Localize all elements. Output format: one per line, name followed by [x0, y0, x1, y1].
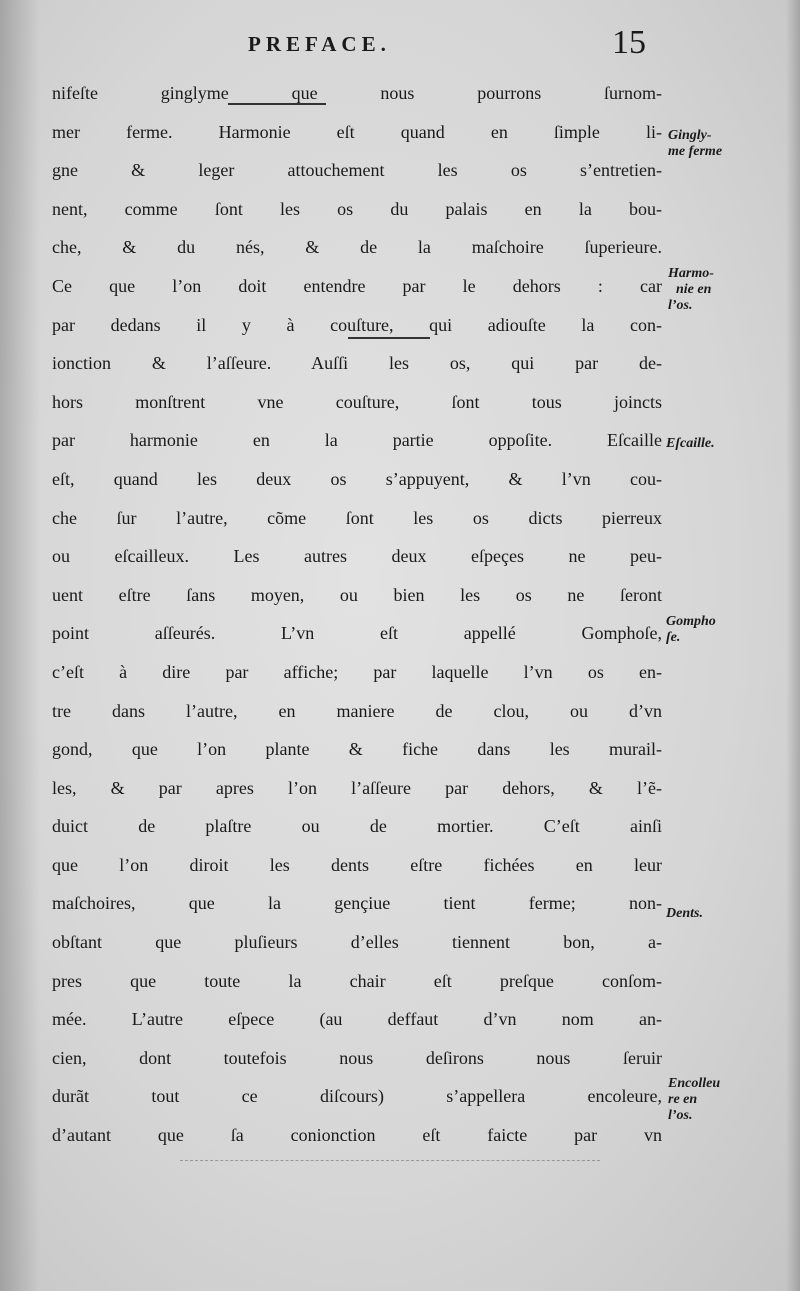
margin-note-harmonie: [668, 266, 714, 314]
text-line: mer ferme. Harmonie eſt quand en ſimple li-: [52, 121, 662, 142]
text-line: eſt, quand les deux os s’appuyent, & l’vn cou-: [52, 468, 662, 489]
text-line: obſtant que pluſieurs d’elles tiennent bon, a-: [52, 932, 662, 953]
text-line: uent eſtre ſans moyen, ou bien les os ne ſeront: [52, 584, 662, 605]
text-line: maſchoires, que la gençiue tient ferme; non-: [52, 893, 662, 914]
margin-note-line: l’os.: [668, 1108, 693, 1123]
text-line: nent, comme ſont les os du palais en la bou-: [52, 198, 662, 219]
text-line: les, & par apres l’on l’aſſeure par dehors, & l’ẽ-: [52, 777, 662, 798]
text-line: ou eſcailleux. Les autres deux eſpeçes ne peu-: [52, 546, 662, 567]
text-line: par dedans il y à couſture, qui adiouſte la con-: [52, 314, 662, 335]
margin-note-dents: [666, 906, 703, 922]
text-line: ionction & l’aſſeure. Auſſi les os, qui par de-: [52, 353, 662, 374]
text-line: c’eſt à dire par affiche; par laquelle l’vn os en-: [52, 661, 662, 682]
margin-note-ginglyme: [668, 128, 722, 160]
text-line: point aſſeurés. L’vn eſt appellé Gomphoſe,: [52, 623, 662, 644]
text-line: che ſur l’autre, cõme ſont les os dicts pierreux: [52, 507, 662, 528]
margin-note-line: ſe.: [666, 630, 681, 645]
margin-note-line: Dents.: [666, 906, 703, 921]
ink-underline: [228, 103, 326, 105]
body-text: [52, 74, 662, 1155]
text-line: nifeſte ginglyme que nous pourrons ſurnom-: [52, 83, 662, 103]
text-line: tre dans l’autre, en maniere de clou, ou d’vn: [52, 700, 662, 721]
text-line: gne & leger attouchement les os s’entretien-: [52, 160, 662, 181]
margin-note-line: Eſcaille.: [666, 436, 715, 451]
text-line: durãt tout ce diſcours) s’appellera encoleure,: [52, 1086, 662, 1107]
text-line: mée. L’autre eſpece (au deffaut d’vn nom an-: [52, 1009, 662, 1030]
margin-note-line: re en: [668, 1092, 698, 1107]
text-line: que l’on diroit les dents eſtre fichées en leur: [52, 854, 662, 875]
margin-note-line: Encolleu: [668, 1076, 721, 1091]
text-line: che, & du nés, & de la maſchoire ſuperieure.: [52, 237, 662, 258]
gutter-shadow: [0, 0, 40, 1291]
margin-note-gomphose: [666, 614, 716, 646]
text-line: pres que toute la chair eſt preſque conſom-: [52, 970, 662, 991]
text-line: duict de plaſtre ou de mortier. C’eſt ainſi: [52, 816, 662, 837]
running-head: PREFACE.: [248, 32, 391, 56]
text-line: gond, que l’on plante & fiche dans les murail-: [52, 739, 662, 760]
margin-note-line: Harmo-: [668, 266, 714, 281]
page-header: [0, 24, 800, 66]
text-line: cien, dont toutefois nous deſirons nous ſeruir: [52, 1047, 662, 1068]
margin-note-line: l’os.: [668, 298, 693, 313]
text-line: Ce que l’on doit entendre par le dehors : car: [52, 275, 662, 296]
margin-note-line: Gompho: [666, 614, 716, 629]
page-number: 15: [612, 24, 646, 61]
margin-note-line: nie en: [676, 282, 712, 297]
margin-note-escaille: [666, 436, 715, 452]
text-line: par harmonie en la partie oppoſite. Eſcaille: [52, 430, 662, 451]
text-line: d’autant que ſa conionction eſt faicte par vn: [52, 1125, 662, 1146]
margin-note-line: me ferme: [668, 144, 723, 159]
bleed-through-rule: [180, 1160, 600, 1161]
text-line: hors monſtrent vne couſture, ſont tous joincts: [52, 391, 662, 412]
margin-note-line: Gingly-: [668, 128, 712, 143]
page-edge-shadow: [786, 0, 800, 1291]
margin-note-encolleure: [668, 1076, 720, 1124]
ink-underline: [348, 337, 430, 339]
